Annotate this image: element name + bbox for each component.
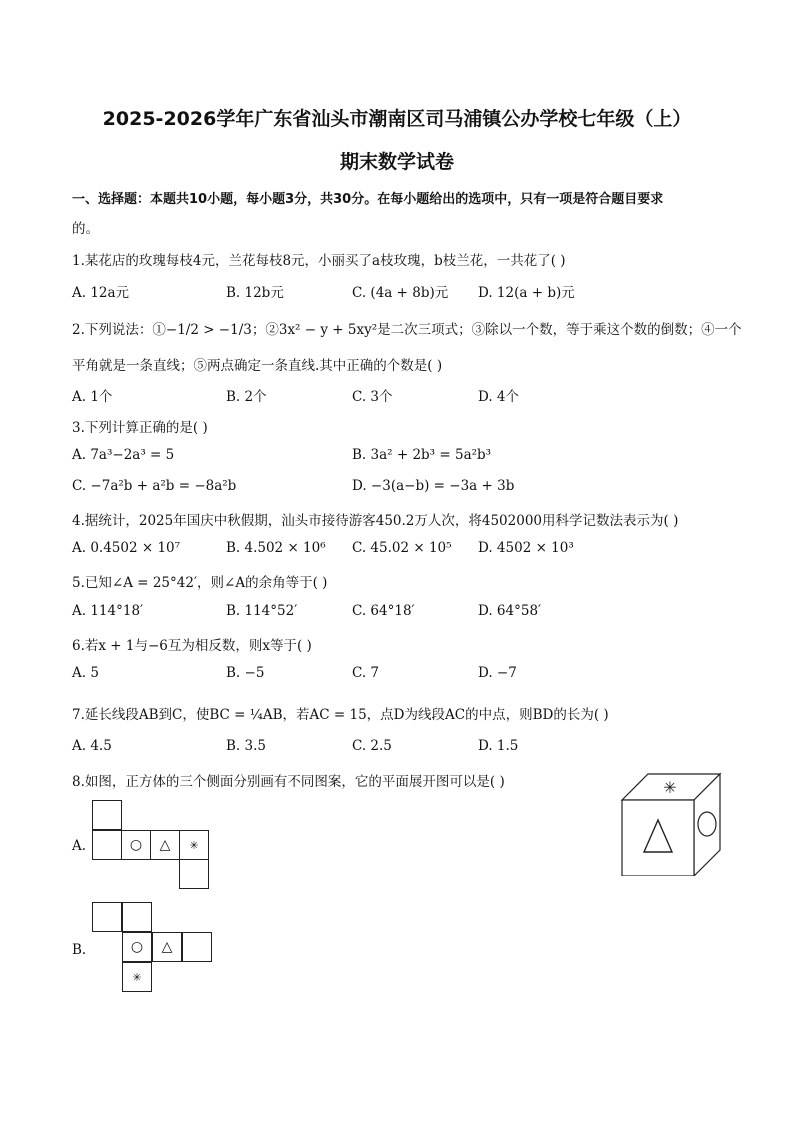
net-a-face bbox=[92, 830, 122, 860]
net-b-face-circle bbox=[122, 932, 152, 962]
asterisk-icon: ✳ bbox=[663, 778, 677, 797]
question-6-option-a: A. 5 bbox=[72, 665, 99, 681]
asterisk-icon: ✳ bbox=[189, 838, 199, 852]
question-2-stem-line1: 2.下列说法：①−1/2 > −1/3；②3x² − y + 5xy²是二次三项式；③除以一个数，等于乘这个数的倒数；④一个 bbox=[72, 322, 742, 338]
question-4-option-c: C. 45.02 × 10⁵ bbox=[352, 540, 452, 556]
question-2-option-b: B. 2个 bbox=[226, 389, 267, 405]
net-a-face-triangle bbox=[150, 830, 180, 860]
question-2-stem-line2: 平角就是一条直线；⑤两点确定一条直线.其中正确的个数是( ) bbox=[72, 358, 443, 374]
question-7-stem: 7.延长线段AB到C，使BC = ¼AB，若AC = 15，点D为线段AC的中点，则BD的长为( ) bbox=[72, 707, 609, 723]
question-2-option-c: C. 3个 bbox=[352, 389, 393, 405]
net-a-face-asterisk bbox=[179, 830, 209, 860]
question-3-stem: 3.下列计算正确的是( ) bbox=[72, 420, 208, 436]
triangle-icon: △ bbox=[159, 837, 171, 853]
question-5-option-a: A. 114°18′ bbox=[72, 603, 144, 619]
exam-title-line2: 期末数学试卷 bbox=[339, 151, 454, 173]
question-8-stem: 8.如图，正方体的三个侧面分别画有不同图案，它的平面展开图可以是( ) bbox=[72, 774, 505, 790]
question-8-option-a-label: A. bbox=[72, 838, 87, 854]
question-7-option-c: C. 2.5 bbox=[352, 738, 392, 754]
question-1-option-c: C. (4a + 8b)元 bbox=[352, 285, 449, 301]
question-6-option-c: C. 7 bbox=[352, 665, 380, 681]
question-2-option-a: A. 1个 bbox=[72, 389, 113, 405]
section-instruction-line1: 一、选择题：本题共10小题，每小题3分，共30分。在每小题给出的选项中，只有一项是符合题目要求 bbox=[72, 192, 664, 207]
question-7-option-d: D. 1.5 bbox=[478, 738, 519, 754]
question-2-option-d: D. 4个 bbox=[478, 389, 520, 405]
question-6-option-d: D. −7 bbox=[478, 665, 517, 681]
question-8-option-b-label: B. bbox=[72, 942, 87, 958]
question-4-option-d: D. 4502 × 10³ bbox=[478, 540, 574, 556]
net-a-face bbox=[92, 800, 122, 830]
circle-icon: ○ bbox=[130, 939, 144, 955]
question-1-stem: 1.某花店的玫瑰每枝4元，兰花每枝8元，小丽买了a枝玫瑰，b枝兰花，一共花了( ) bbox=[72, 253, 566, 269]
question-5-option-d: D. 64°58′ bbox=[478, 603, 542, 619]
question-6-option-b: B. −5 bbox=[226, 665, 265, 681]
question-6-stem: 6.若x + 1与−6互为相反数，则x等于( ) bbox=[72, 638, 312, 654]
question-3-option-a: A. 7a³−2a³ = 5 bbox=[72, 447, 175, 463]
net-a-face bbox=[179, 859, 209, 889]
question-1-option-a: A. 12a元 bbox=[72, 285, 130, 301]
question-4-stem: 4.据统计，2025年国庆中秋假期，汕头市接待游客450.2万人次，将4502000用科学记数法表示为( ) bbox=[72, 513, 679, 529]
question-3-option-b: B. 3a² + 2b³ = 5a²b³ bbox=[352, 447, 492, 463]
cube-figure bbox=[618, 770, 724, 876]
question-5-option-c: C. 64°18′ bbox=[352, 603, 415, 619]
net-b-face-triangle bbox=[152, 932, 182, 962]
net-b-face bbox=[182, 932, 212, 962]
net-b-face bbox=[122, 902, 152, 932]
question-5-option-b: B. 114°52′ bbox=[226, 603, 298, 619]
section-instruction-line2: 的。 bbox=[72, 221, 99, 237]
question-1-option-d: D. 12(a + b)元 bbox=[478, 285, 575, 301]
net-a-face-circle bbox=[121, 830, 151, 860]
question-1-option-b: B. 12b元 bbox=[226, 285, 284, 301]
net-b-face bbox=[92, 902, 122, 932]
triangle-icon: △ bbox=[161, 939, 173, 955]
asterisk-icon: ✳ bbox=[132, 970, 142, 984]
question-4-option-a: A. 0.4502 × 10⁷ bbox=[72, 540, 181, 556]
circle-icon: ○ bbox=[129, 837, 143, 853]
exam-title-line1: 2025-2026学年广东省汕头市潮南区司马浦镇公办学校七年级（上） bbox=[102, 108, 692, 130]
question-3-option-d: D. −3(a−b) = −3a + 3b bbox=[352, 478, 515, 494]
question-3-option-c: C. −7a²b + a²b = −8a²b bbox=[72, 478, 237, 494]
net-b-face-asterisk bbox=[122, 962, 152, 992]
question-5-stem: 5.已知∠A = 25°42′，则∠A的余角等于( ) bbox=[72, 575, 328, 591]
question-4-option-b: B. 4.502 × 10⁶ bbox=[226, 540, 326, 556]
question-7-option-a: A. 4.5 bbox=[72, 738, 112, 754]
question-7-option-b: B. 3.5 bbox=[226, 738, 266, 754]
